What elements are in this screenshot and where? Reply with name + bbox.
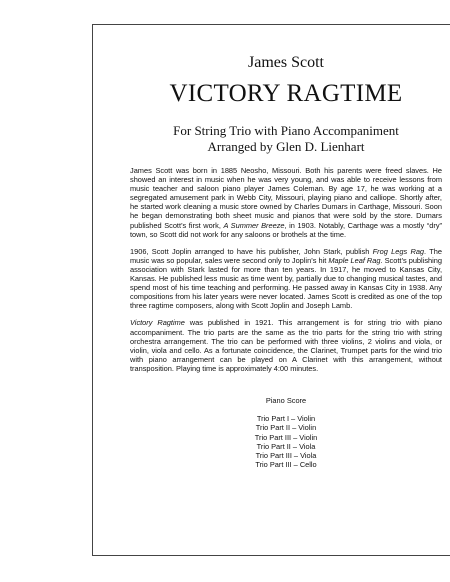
work-title: A Summer Breeze [223,220,285,230]
piece-title: VICTORY RAGTIME [169,80,403,107]
subtitle-instrumentation: For String Trio with Piano Accompaniment [173,123,399,138]
work-title: Maple Leaf Rag [328,255,381,265]
bio-text: . The music was so popular, sales were second only to Joplin’s hit [130,246,443,265]
part-item: Trio Part II – Viola [256,441,316,451]
composer-name: James Scott [248,54,324,71]
bio-text: James Scott was born in 1885 Neosho, Missouri. Both his parents were freed slaves. He showed an interest in music when he was very young, and was able to receive lessons from music teacher and saloon piano player James Coleman. By age 17, he was working at a segregated amusement park in Webb City, Missouri, playing piano and calliope. Shortly after, he started work cleaning a music store owned by Charles Dumars in Carthage, Missouri. Soon he began demonstrating both sheet music and pianos that were sold by the store. Dumars published Scott’s first work, [130,166,442,230]
part-item: Trio Part II – Violin [255,423,317,433]
part-item: Trio Part I – Violin [256,414,316,424]
bio-text: was published in 1921. This arrangement is for string trio with piano accompaniment. The trio parts are the same as the trio parts for the string trio with string orchestra arrangement. The trio can be performed with three violins, 2 violins and viola, or violin, viola and cello. As a fortunate coincidence, the Clarinet, Trumpet parts for the wind trio with piano arrangement can be played on A Clarinet with this arrangement, without transposition. Playing time is approximately 4:00 minutes. [130,318,443,373]
bio-text: . Scott’s publishing association with Stark lasted for more than ten years. In 1917, he moved to Kansas City, Kansas. He published less music as time went by, partially due to changing musical tastes, and spend most of his time teaching and performing. He passed away in Kansas City in 1938. Any compositions from his later years were never located. James Scott is credited as one of the top three ragtime composers, along with Scott Joplin and Joseph Lamb. [130,255,442,311]
part-item: Trio Part III – Violin [254,432,318,442]
bio-text: , in 1903. Notably, Carthage was a mostly “dry” town, so Scott did not work for any saloons or brothels at the time. [130,220,442,239]
bio-text: 1906, Scott Joplin arranged to have his publisher, John Stark, publish [130,246,373,256]
part-item: Trio Part III – Cello [255,460,317,470]
work-title: Frog Legs Rag [372,246,425,256]
work-title: Victory Ragtime [130,318,185,328]
part-item: Trio Part III – Viola [255,451,317,461]
subtitle-arranger: Arranged by Glen D. Lienhart [207,139,365,154]
piano-score-item: Piano Score [265,396,307,405]
page-border [92,24,450,556]
